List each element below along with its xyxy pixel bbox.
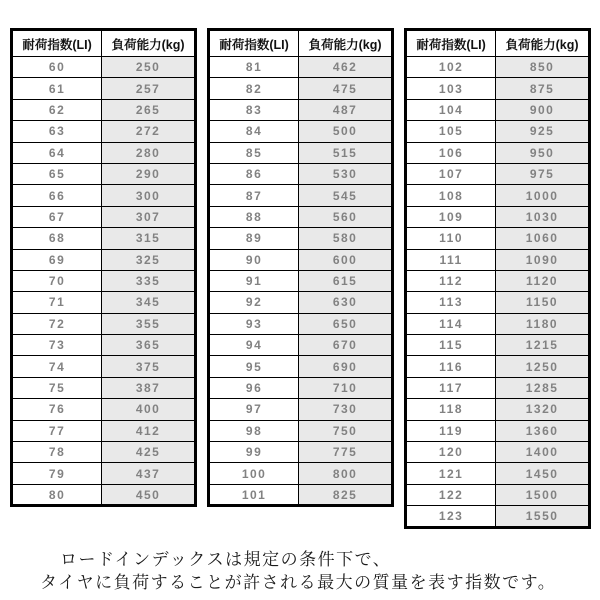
load-index-cell: 116 [406, 356, 496, 377]
load-capacity-cell: 272 [102, 121, 196, 142]
table-row [209, 78, 393, 99]
load-index-cell: 81 [209, 57, 299, 78]
load-index-cell: 71 [12, 292, 102, 313]
load-index-cell: 110 [406, 228, 496, 249]
table-row [406, 356, 590, 377]
table-row [406, 163, 590, 184]
load-capacity-cell: 800 [299, 463, 393, 484]
table-row [12, 463, 196, 484]
load-capacity-cell: 850 [496, 57, 590, 78]
load-capacity-cell: 387 [102, 377, 196, 398]
table-row [12, 270, 196, 291]
load-index-cell: 68 [12, 228, 102, 249]
table-row [12, 99, 196, 120]
load-index-cell: 82 [209, 78, 299, 99]
load-index-cell: 104 [406, 99, 496, 120]
load-capacity-cell: 1215 [496, 335, 590, 356]
table-row [209, 292, 393, 313]
table-row [12, 206, 196, 227]
load-index-cell: 94 [209, 335, 299, 356]
load-capacity-cell: 875 [496, 78, 590, 99]
load-index-cell: 69 [12, 249, 102, 270]
table-row [12, 142, 196, 163]
load-index-cell: 121 [406, 463, 496, 484]
load-capacity-cell: 1500 [496, 484, 590, 505]
load-capacity-cell: 300 [102, 185, 196, 206]
table-row [406, 228, 590, 249]
load-index-cell: 63 [12, 121, 102, 142]
load-index-cell: 72 [12, 313, 102, 334]
table-row [12, 420, 196, 441]
table-row [406, 484, 590, 505]
load-index-cell: 120 [406, 442, 496, 463]
load-capacity-cell: 560 [299, 206, 393, 227]
table-row [406, 292, 590, 313]
load-capacity-cell: 1285 [496, 377, 590, 398]
load-capacity-cell: 307 [102, 206, 196, 227]
load-capacity-cell: 280 [102, 142, 196, 163]
load-capacity-cell: 375 [102, 356, 196, 377]
table-row [209, 420, 393, 441]
table-row [209, 228, 393, 249]
load-index-cell: 109 [406, 206, 496, 227]
load-index-cell: 118 [406, 399, 496, 420]
load-index-cell: 74 [12, 356, 102, 377]
table-row [209, 163, 393, 184]
load-capacity-cell: 400 [102, 399, 196, 420]
load-capacity-cell: 1400 [496, 442, 590, 463]
table-row [12, 249, 196, 270]
table-row [406, 335, 590, 356]
table-row [406, 463, 590, 484]
load-index-cell: 65 [12, 163, 102, 184]
load-index-cell: 80 [12, 484, 102, 505]
load-index-cell: 108 [406, 185, 496, 206]
load-index-cell: 85 [209, 142, 299, 163]
table-row [209, 335, 393, 356]
load-index-cell: 84 [209, 121, 299, 142]
load-index-tables [10, 28, 591, 529]
load-index-cell: 114 [406, 313, 496, 334]
table-row [12, 442, 196, 463]
load-index-cell: 106 [406, 142, 496, 163]
load-capacity-cell: 1550 [496, 506, 590, 527]
load-capacity-cell: 355 [102, 313, 196, 334]
load-capacity-cell: 1150 [496, 292, 590, 313]
table-row [406, 121, 590, 142]
load-index-cell: 98 [209, 420, 299, 441]
load-index-cell: 112 [406, 270, 496, 291]
table-row [406, 442, 590, 463]
load-capacity-cell: 425 [102, 442, 196, 463]
load-index-cell: 90 [209, 249, 299, 270]
table-row [406, 506, 590, 527]
load-index-cell: 88 [209, 206, 299, 227]
table-row [12, 57, 196, 78]
table-row [12, 399, 196, 420]
load-capacity-cell: 530 [299, 163, 393, 184]
load-index-cell: 105 [406, 121, 496, 142]
load-index-cell: 75 [12, 377, 102, 398]
load-capacity-cell: 545 [299, 185, 393, 206]
load-index-cell: 60 [12, 57, 102, 78]
load-capacity-cell: 412 [102, 420, 196, 441]
load-capacity-cell: 257 [102, 78, 196, 99]
load-index-cell: 87 [209, 185, 299, 206]
table-row [209, 206, 393, 227]
table-header-row [406, 30, 590, 57]
load-index-cell: 95 [209, 356, 299, 377]
load-index-cell: 70 [12, 270, 102, 291]
load-capacity-cell: 690 [299, 356, 393, 377]
load-index-cell: 92 [209, 292, 299, 313]
table-row [12, 292, 196, 313]
load-index-table-3 [404, 28, 591, 529]
load-index-cell: 86 [209, 163, 299, 184]
load-index-cell: 107 [406, 163, 496, 184]
table-row [406, 377, 590, 398]
load-capacity-cell: 250 [102, 57, 196, 78]
load-capacity-cell: 515 [299, 142, 393, 163]
table-header-row [12, 30, 196, 57]
table-row [406, 313, 590, 334]
load-capacity-cell: 650 [299, 313, 393, 334]
load-capacity-cell: 600 [299, 249, 393, 270]
load-index-cell: 119 [406, 420, 496, 441]
load-capacity-cell: 900 [496, 99, 590, 120]
load-index-cell: 73 [12, 335, 102, 356]
load-index-cell: 64 [12, 142, 102, 163]
table-row [406, 185, 590, 206]
load-index-cell: 103 [406, 78, 496, 99]
load-capacity-cell: 1000 [496, 185, 590, 206]
table-row [12, 377, 196, 398]
load-capacity-cell: 975 [496, 163, 590, 184]
load-index-cell: 111 [406, 249, 496, 270]
table-row [406, 206, 590, 227]
load-index-cell: 93 [209, 313, 299, 334]
load-capacity-cell: 475 [299, 78, 393, 99]
table-row [209, 121, 393, 142]
table-row [12, 484, 196, 505]
load-index-table-2 [207, 28, 394, 507]
col-header-load-capacity: 負荷能力(kg) [102, 30, 196, 57]
load-capacity-cell: 730 [299, 399, 393, 420]
table-row [406, 270, 590, 291]
table-row [209, 377, 393, 398]
table-row [406, 142, 590, 163]
table-row [209, 442, 393, 463]
table-row [209, 185, 393, 206]
load-index-cell: 96 [209, 377, 299, 398]
table-row [12, 356, 196, 377]
col-header-load-capacity: 負荷能力(kg) [299, 30, 393, 57]
table-header-row [209, 30, 393, 57]
load-capacity-cell: 462 [299, 57, 393, 78]
load-capacity-cell: 710 [299, 377, 393, 398]
load-index-cell: 113 [406, 292, 496, 313]
load-index-cell: 77 [12, 420, 102, 441]
table-row [209, 484, 393, 505]
col-header-load-capacity: 負荷能力(kg) [496, 30, 590, 57]
load-index-cell: 99 [209, 442, 299, 463]
load-capacity-cell: 1180 [496, 313, 590, 334]
load-capacity-cell: 615 [299, 270, 393, 291]
load-capacity-cell: 1360 [496, 420, 590, 441]
load-index-cell: 67 [12, 206, 102, 227]
load-index-cell: 123 [406, 506, 496, 527]
table-row [406, 249, 590, 270]
load-capacity-cell: 290 [102, 163, 196, 184]
col-header-load-index: 耐荷指数(LI) [406, 30, 496, 57]
load-index-cell: 61 [12, 78, 102, 99]
load-capacity-cell: 630 [299, 292, 393, 313]
col-header-load-index: 耐荷指数(LI) [12, 30, 102, 57]
table-row [209, 356, 393, 377]
load-capacity-cell: 1320 [496, 399, 590, 420]
load-index-cell: 76 [12, 399, 102, 420]
load-capacity-cell: 365 [102, 335, 196, 356]
load-index-cell: 89 [209, 228, 299, 249]
load-capacity-cell: 750 [299, 420, 393, 441]
load-capacity-cell: 345 [102, 292, 196, 313]
table-row [406, 420, 590, 441]
table-row [209, 399, 393, 420]
load-capacity-cell: 437 [102, 463, 196, 484]
load-index-cell: 102 [406, 57, 496, 78]
caption-line-1: ロードインデックスは規定の条件下で、 [60, 550, 392, 569]
load-index-cell: 117 [406, 377, 496, 398]
table-row [209, 142, 393, 163]
load-capacity-cell: 825 [299, 484, 393, 505]
load-capacity-cell: 450 [102, 484, 196, 505]
load-capacity-cell: 265 [102, 99, 196, 120]
load-index-table-1 [10, 28, 197, 507]
table-row [209, 313, 393, 334]
load-index-cell: 101 [209, 484, 299, 505]
load-index-cell: 83 [209, 99, 299, 120]
table-row [12, 313, 196, 334]
table-row [12, 121, 196, 142]
col-header-load-index: 耐荷指数(LI) [209, 30, 299, 57]
table-row [12, 228, 196, 249]
table-row [406, 57, 590, 78]
load-capacity-cell: 1250 [496, 356, 590, 377]
load-capacity-cell: 1090 [496, 249, 590, 270]
table-row [406, 399, 590, 420]
load-index-cell: 115 [406, 335, 496, 356]
load-capacity-cell: 500 [299, 121, 393, 142]
load-capacity-cell: 1450 [496, 463, 590, 484]
load-index-cell: 122 [406, 484, 496, 505]
load-index-cell: 100 [209, 463, 299, 484]
table-row [406, 99, 590, 120]
load-index-cell: 97 [209, 399, 299, 420]
load-capacity-cell: 487 [299, 99, 393, 120]
table-row [12, 335, 196, 356]
table-row [209, 57, 393, 78]
load-index-cell: 66 [12, 185, 102, 206]
load-capacity-cell: 580 [299, 228, 393, 249]
load-capacity-cell: 950 [496, 142, 590, 163]
table-row [12, 185, 196, 206]
table-row [12, 163, 196, 184]
table-row [12, 78, 196, 99]
load-capacity-cell: 1060 [496, 228, 590, 249]
load-capacity-cell: 1030 [496, 206, 590, 227]
load-capacity-cell: 670 [299, 335, 393, 356]
table-row [209, 463, 393, 484]
load-capacity-cell: 315 [102, 228, 196, 249]
table-row [209, 270, 393, 291]
load-capacity-cell: 925 [496, 121, 590, 142]
table-row [406, 78, 590, 99]
table-row [209, 249, 393, 270]
load-capacity-cell: 775 [299, 442, 393, 463]
load-capacity-cell: 335 [102, 270, 196, 291]
load-index-cell: 78 [12, 442, 102, 463]
load-capacity-cell: 325 [102, 249, 196, 270]
load-index-cell: 79 [12, 463, 102, 484]
load-capacity-cell: 1120 [496, 270, 590, 291]
caption-line-2: タイヤに負荷することが許される最大の質量を表す指数です。 [40, 573, 557, 592]
load-index-cell: 91 [209, 270, 299, 291]
load-index-cell: 62 [12, 99, 102, 120]
table-row [209, 99, 393, 120]
